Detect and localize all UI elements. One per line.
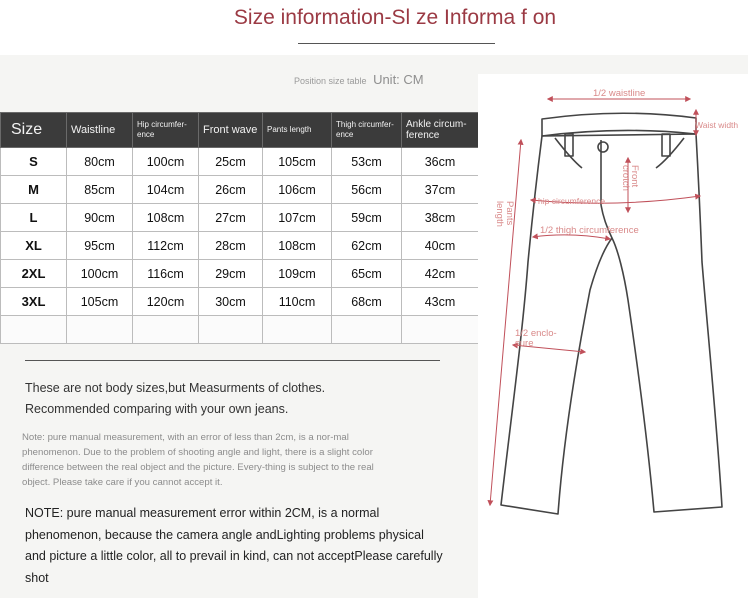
table-cell: 3XL [1, 288, 67, 316]
label-hip: hip circumference [538, 196, 606, 206]
unit-value: Unit: CM [373, 72, 424, 87]
table-cell [199, 316, 263, 344]
note-small-text: Note: pure manual measurement, with an error of less than 2cm, is a nor-mal phenomenon. Due to the problem of shooting angle and light, there is a slight color difference between the real object and the picture. Every-thing is subject to the real object. Please take care if you cannot accept it. [22, 432, 374, 488]
table-cell: 42cm [402, 260, 479, 288]
table-cell: L [1, 204, 67, 232]
table-cell: 38cm [402, 204, 479, 232]
label-crotch: crotch [620, 165, 631, 191]
table-cell: 105cm [67, 288, 133, 316]
table-cell: 106cm [263, 176, 332, 204]
label-length: length [494, 201, 505, 227]
label-waist-width: Waist width [695, 120, 739, 130]
table-cell: XL [1, 232, 67, 260]
label-pants: Pants [504, 201, 515, 226]
table-cell [402, 316, 479, 344]
header-front-wave: Front wave [199, 113, 263, 148]
label-enclosure-2: sure [515, 338, 534, 349]
header-hip: Hip circumfer-ence [133, 113, 199, 148]
unit-label [294, 72, 424, 87]
table-cell: 53cm [332, 148, 402, 176]
header-thigh: Thigh circumfer-ence [332, 113, 402, 148]
table-cell: 25cm [199, 148, 263, 176]
label-front: Front [629, 165, 640, 188]
table-cell: 26cm [199, 176, 263, 204]
table-cell [263, 316, 332, 344]
table-cell [1, 316, 67, 344]
pants-measurement-diagram [478, 74, 748, 598]
header-ankle: Ankle circum-ference [402, 113, 479, 148]
table-cell: 36cm [402, 148, 479, 176]
table-cell [133, 316, 199, 344]
table-row [1, 232, 479, 260]
table-row [1, 148, 479, 176]
section-divider [25, 360, 440, 361]
table-cell: 116cm [133, 260, 199, 288]
table-cell: M [1, 176, 67, 204]
table-cell: 59cm [332, 204, 402, 232]
table-cell: 27cm [199, 204, 263, 232]
table-cell: 30cm [199, 288, 263, 316]
table-cell [332, 316, 402, 344]
table-cell [67, 316, 133, 344]
header-pants-length: Pants length [263, 113, 332, 148]
table-cell: 2XL [1, 260, 67, 288]
note-large-text: NOTE: pure manual measurement error within 2CM, is a normal phenomenon, because the camera angle andLighting problems physical and picture a little color, all to prevail in kind, can not acceptPlease carefully shot [25, 506, 443, 585]
table-cell: 109cm [263, 260, 332, 288]
table-cell: 85cm [67, 176, 133, 204]
table-cell: 100cm [133, 148, 199, 176]
label-enclosure-1: 1/2 enclo- [515, 328, 557, 339]
table-cell: 110cm [263, 288, 332, 316]
table-cell: 68cm [332, 288, 402, 316]
table-cell: 65cm [332, 260, 402, 288]
table-cell: 28cm [199, 232, 263, 260]
table-row [1, 288, 479, 316]
title-underline [298, 43, 495, 44]
table-row [1, 176, 479, 204]
page-title: Size information-Sl ze Informa f on [233, 6, 557, 29]
notice-line-1: These are not body sizes,but Measurments of clothes. [25, 381, 326, 395]
header-waistline: Waistline [67, 113, 133, 148]
label-thigh: 1/2 thigh circumference [540, 225, 639, 236]
table-cell: 43cm [402, 288, 479, 316]
table-row [1, 260, 479, 288]
table-cell: 120cm [133, 288, 199, 316]
table-row-empty [1, 316, 479, 344]
table-cell: 95cm [67, 232, 133, 260]
table-cell: 100cm [67, 260, 133, 288]
table-cell: 29cm [199, 260, 263, 288]
table-header-row [1, 113, 479, 148]
notice-text [25, 378, 445, 420]
table-cell: 40cm [402, 232, 479, 260]
table-cell: 56cm [332, 176, 402, 204]
table-cell: 108cm [263, 232, 332, 260]
size-table [0, 112, 479, 344]
table-cell: 105cm [263, 148, 332, 176]
table-cell: 37cm [402, 176, 479, 204]
table-cell: 108cm [133, 204, 199, 232]
table-cell: 112cm [133, 232, 199, 260]
table-cell: S [1, 148, 67, 176]
table-cell: 90cm [67, 204, 133, 232]
header-size: Size [1, 113, 67, 148]
label-waistline: 1/2 waistline [593, 88, 646, 99]
table-row [1, 204, 479, 232]
notice-line-2: Recommended comparing with your own jeans. [25, 402, 289, 416]
table-cell: 62cm [332, 232, 402, 260]
table-cell: 104cm [133, 176, 199, 204]
table-cell: 107cm [263, 204, 332, 232]
table-cell: 80cm [67, 148, 133, 176]
unit-caption: Position size table [294, 76, 367, 86]
